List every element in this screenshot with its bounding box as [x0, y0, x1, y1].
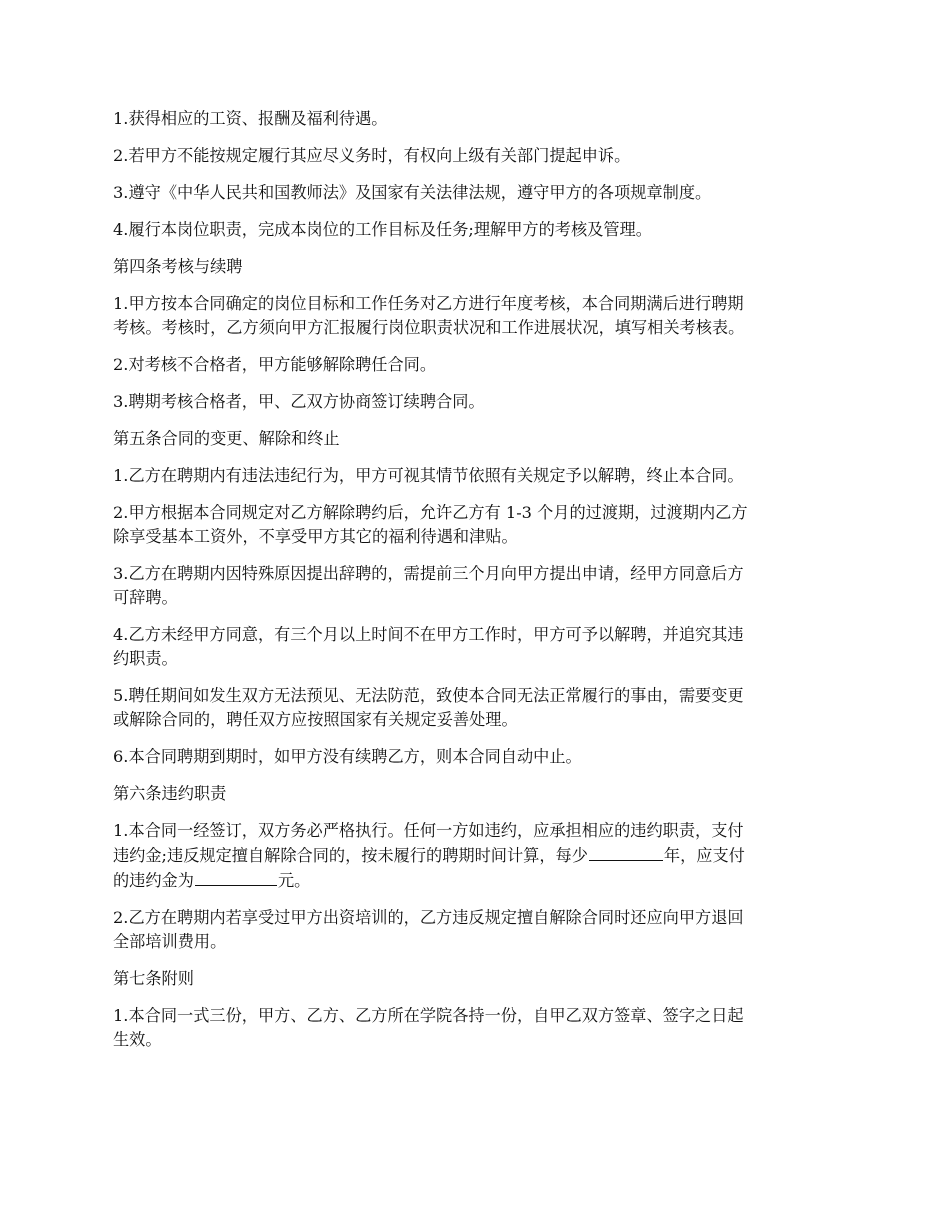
text-line: 1.甲方按本合同确定的岗位目标和工作任务对乙方进行年度考核，本合同期满后进行聘期: [113, 294, 744, 313]
section-heading-article-5: [113, 427, 837, 451]
paragraph-transition-period: [113, 501, 837, 549]
text-line: 4.乙方未经甲方同意，有三个月以上时间不在甲方工作时，甲方可予以解聘，并追究其违: [113, 625, 744, 644]
text-line: 约职责。: [113, 649, 178, 668]
paragraph-comply-law: [113, 181, 837, 205]
text-line: [113, 868, 837, 893]
paragraph-expiry: [113, 745, 837, 769]
heading-text: 第四条考核与续聘: [113, 257, 243, 276]
text-line: 全部培训费用。: [113, 932, 227, 951]
text-line: 1.获得相应的工资、报酬及福利待遇。: [113, 109, 388, 128]
paragraph-copies-effective: [113, 1004, 837, 1052]
text-line: 生效。: [113, 1030, 162, 1049]
document-body: [113, 107, 837, 1065]
text-line: 或解除合同的，聘任双方应按照国家有关规定妥善处理。: [113, 710, 518, 729]
section-heading-article-6: [113, 782, 837, 806]
heading-text: 第六条违约职责: [113, 784, 227, 803]
text-line: 除享受基本工资外，不享受甲方其它的福利待遇和津贴。: [113, 527, 518, 546]
paragraph-penalty: [113, 819, 837, 893]
paragraph-resignation: [113, 562, 837, 610]
text-line: 5.聘任期间如发生双方无法预见、无法防范，致使本合同无法正常履行的事由，需要变更: [113, 686, 744, 705]
text-line: 3.乙方在聘期内因特殊原因提出辞聘的，需提前三个月向甲方提出申请，经甲方同意后方: [113, 564, 744, 583]
heading-text: 第五条合同的变更、解除和终止: [113, 429, 340, 448]
section-heading-article-4: [113, 255, 837, 279]
paragraph-fulfill-duty: [113, 218, 837, 242]
text-line: 6.本合同聘期到期时，如甲方没有续聘乙方，则本合同自动中止。: [113, 747, 582, 766]
text-line: 1.本合同一经签订，双方务必严格执行。任何一方如违约，应承担相应的违约职责，支付: [113, 821, 744, 840]
paragraph-training-refund: [113, 906, 837, 954]
text-segment: 的违约金为: [113, 871, 194, 890]
text-segment: 年，应支付: [663, 846, 745, 865]
text-line: 2.甲方根据本合同规定对乙方解除聘约后，允许乙方有 1-3 个月的过渡期，过渡期内乙方: [113, 503, 748, 522]
text-line: 1.本合同一式三份，甲方、乙方、乙方所在学院各持一份，自甲乙双方签章、签字之日起: [113, 1006, 744, 1025]
text-line: 可辞聘。: [113, 588, 178, 607]
paragraph-force-majeure: [113, 684, 837, 732]
text-line: 2.对考核不合格者，甲方能够解除聘任合同。: [113, 355, 437, 374]
text-line: 4.履行本岗位职责，完成本岗位的工作目标及任务;理解甲方的考核及管理。: [113, 220, 652, 239]
text-line: 3.聘期考核合格者，甲、乙双方协商签订续聘合同。: [113, 392, 485, 411]
text-segment: 违约金;违反规定擅自解除合同的，按未履行的聘期时间计算，每少: [113, 846, 588, 865]
paragraph-absence: [113, 623, 837, 671]
paragraph-annual-assessment: [113, 292, 837, 340]
section-heading-article-7: [113, 967, 837, 991]
text-line: [113, 843, 837, 868]
paragraph-unqualified: [113, 353, 837, 377]
text-line: 2.若甲方不能按规定履行其应尽义务时，有权向上级有关部门提起申诉。: [113, 146, 631, 165]
paragraph-salary: [113, 107, 837, 131]
paragraph-violation-dismissal: [113, 464, 837, 488]
text-segment: 元。: [277, 871, 311, 890]
text-line: 1.乙方在聘期内有违法违纪行为，甲方可视其情节依照有关规定予以解聘，终止本合同。: [113, 466, 744, 485]
years-blank-field[interactable]: [589, 843, 663, 861]
text-line: 考核。考核时，乙方须向甲方汇报履行岗位职责状况和工作进展状况，填写相关考核表。: [113, 318, 745, 337]
heading-text: 第七条附则: [113, 969, 194, 988]
paragraph-appeal: [113, 144, 837, 168]
paragraph-renewal: [113, 390, 837, 414]
text-line: 3.遵守《中华人民共和国教师法》及国家有关法律法规，遵守甲方的各项规章制度。: [113, 183, 712, 202]
text-line: 2.乙方在聘期内若享受过甲方出资培训的，乙方违反规定擅自解除合同时还应向甲方退回: [113, 908, 744, 927]
penalty-amount-blank-field[interactable]: [195, 868, 277, 886]
